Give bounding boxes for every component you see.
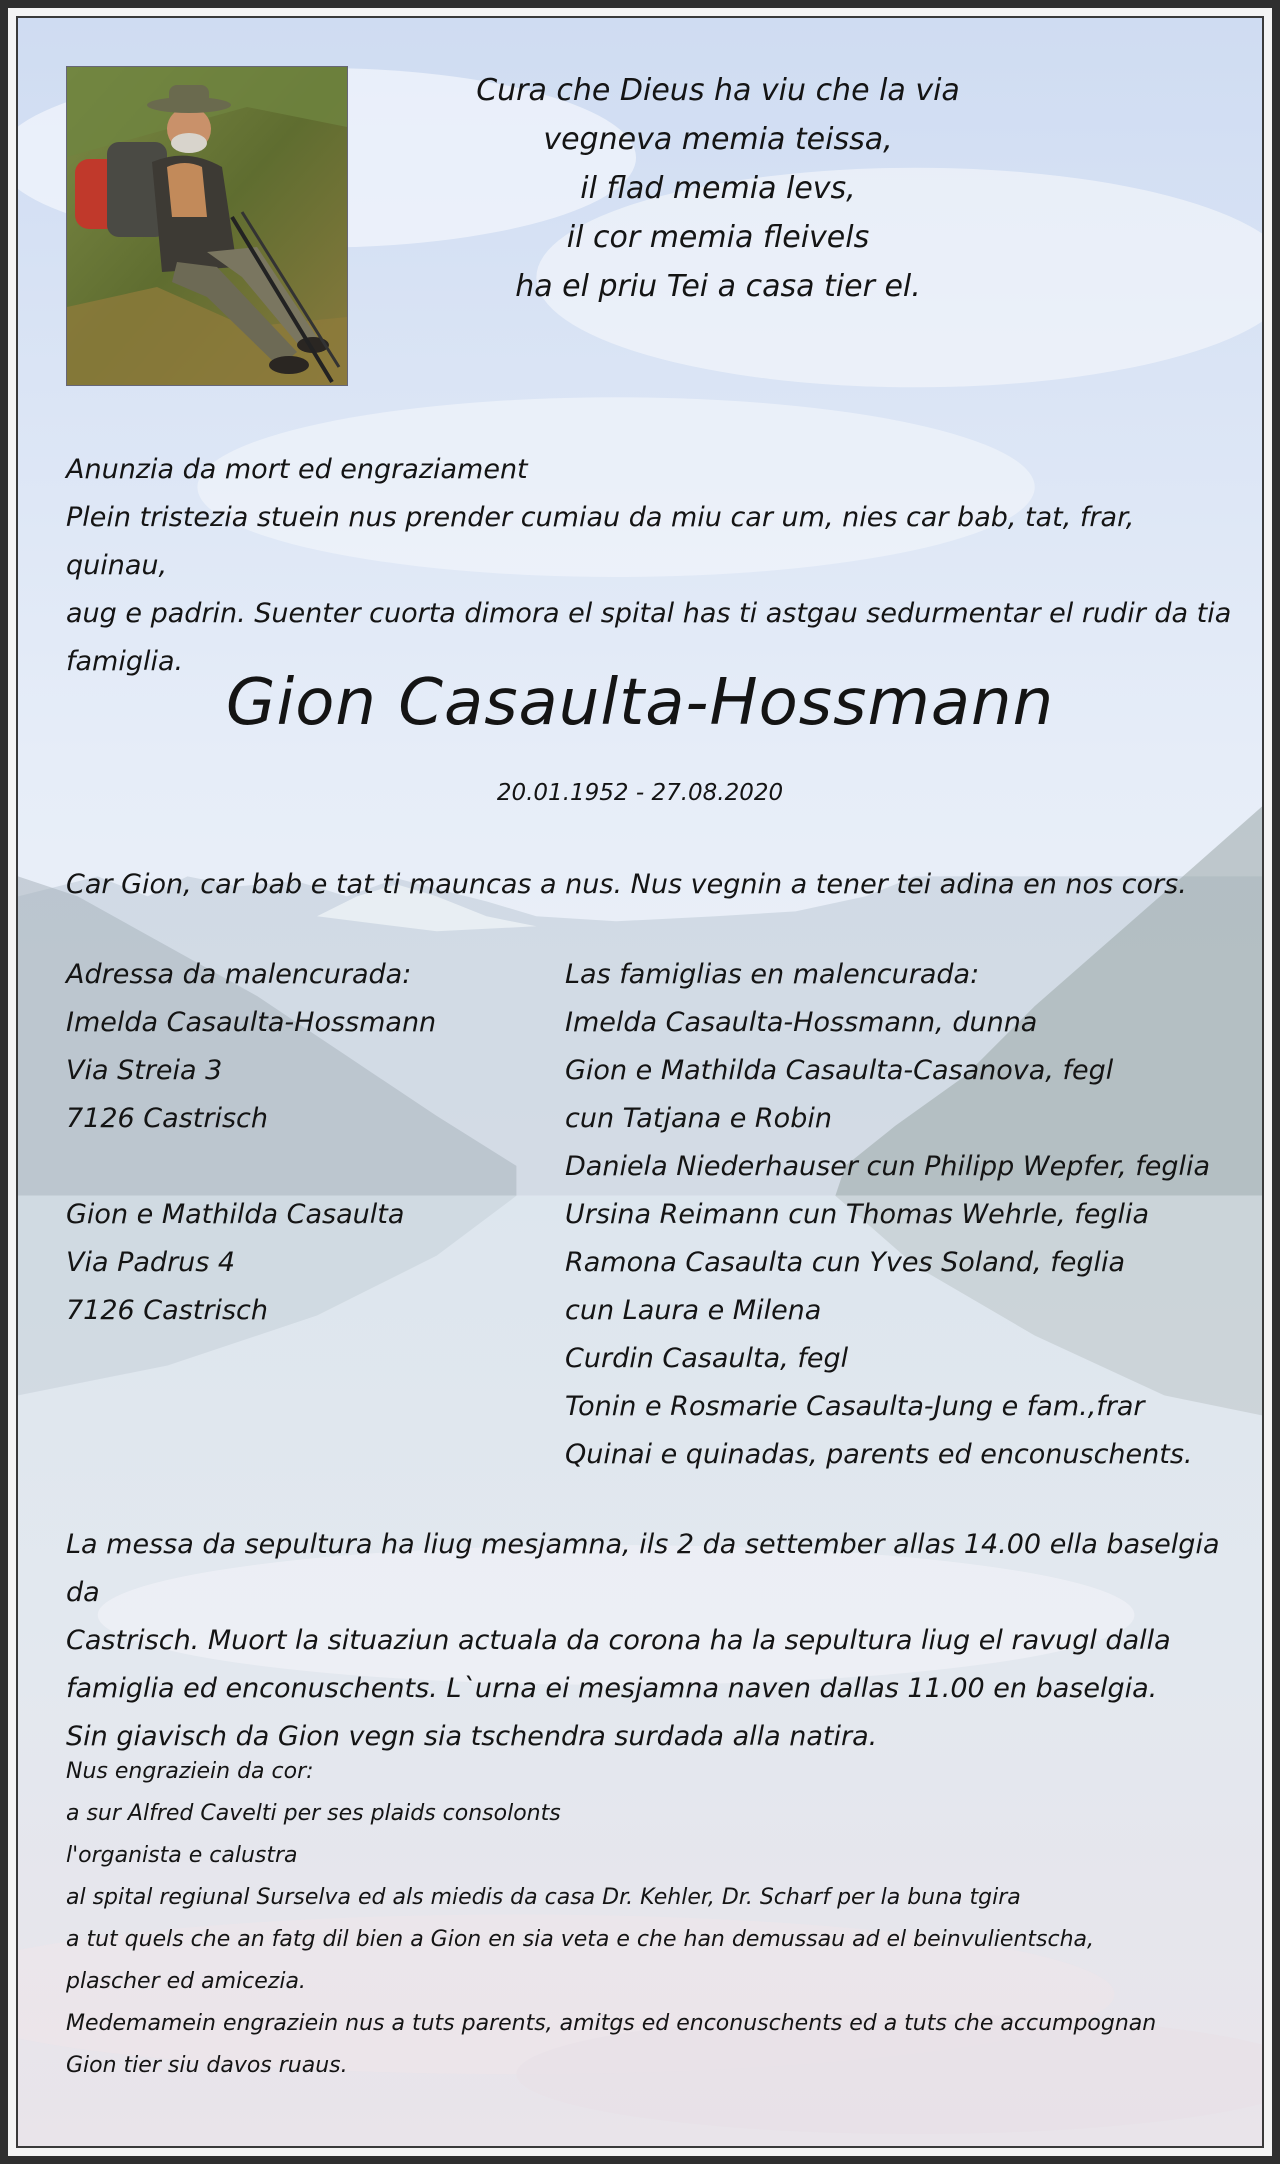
- verse-line: Cura che Dieus ha viu che la via: [476, 73, 960, 108]
- family-line: Gion e Mathilda Casaulta-Casanova, fegl: [565, 1055, 1114, 1086]
- acknowledgements: [66, 1751, 1236, 2087]
- service-line: Castrisch. Muort la situaziun actuala da corona ha la sepultura liug el ravugl dalla: [66, 1625, 1171, 1656]
- address-line: [66, 1143, 436, 1191]
- deceased-name: Gion Casaulta-Hossmann: [225, 666, 1055, 740]
- families-heading: Las famiglias en malencurada:: [565, 959, 980, 990]
- address-line: Gion e Mathilda Casaulta: [66, 1199, 405, 1230]
- announcement-block: [66, 446, 1236, 686]
- family-line: cun Laura e Milena: [565, 1295, 822, 1326]
- family-line: Curdin Casaulta, fegl: [565, 1343, 849, 1374]
- mourning-families: [565, 951, 1210, 1479]
- verse-line: vegneva memia teissa,: [543, 122, 893, 157]
- announcement-heading: Anunzia da mort ed engraziament: [66, 454, 528, 485]
- thanks-line: plascher ed amicezia.: [66, 1969, 306, 1994]
- thanks-line: Medemamein engraziein nus a tuts parents, amitgs ed enconuschents ed a tuts che accumpognan: [66, 2011, 1157, 2036]
- address-line: 7126 Castrisch: [66, 1103, 268, 1134]
- address-line: 7126 Castrisch: [66, 1295, 268, 1326]
- addresses-heading: Adressa da malencurada:: [66, 959, 412, 990]
- verse-line: ha el priu Tei a casa tier el.: [515, 269, 921, 304]
- funeral-service-info: [66, 1521, 1236, 1761]
- address-line: Imelda Casaulta-Hossmann: [66, 1007, 437, 1038]
- verse-line: il cor memia fleivels: [566, 220, 870, 255]
- family-line: cun Tatjana e Robin: [565, 1103, 832, 1134]
- verse-line: il flad memia levs,: [580, 171, 856, 206]
- hiker-portrait-image: [67, 67, 347, 385]
- obituary-card: [16, 16, 1264, 2148]
- thanks-heading: Nus engraziein da cor:: [66, 1759, 314, 1784]
- portrait-photo: [66, 66, 348, 386]
- announcement-line: famiglia.: [66, 646, 184, 677]
- family-line: Ursina Reimann cun Thomas Wehrle, feglia: [565, 1199, 1150, 1230]
- address-line: Via Streia 3: [66, 1055, 223, 1086]
- announcement-line: Plein tristezia stuein nus prender cumiau da miu car um, nies car bab, tat, frar, quinau,: [66, 502, 1135, 581]
- service-line: Sin giavisch da Gion vegn sia tschendra surdada alla natira.: [66, 1721, 878, 1752]
- family-line: Imelda Casaulta-Hossmann, dunna: [565, 1007, 1038, 1038]
- family-line: Quinai e quinadas, parents ed enconuschents.: [565, 1439, 1193, 1470]
- service-line: La messa da sepultura ha liug mesjamna, ils 2 da settember allas 14.00 ella baselgia da: [66, 1529, 1220, 1608]
- thanks-line: Gion tier siu davos ruaus.: [66, 2053, 348, 2078]
- family-line: Ramona Casaulta cun Yves Soland, feglia: [565, 1247, 1126, 1278]
- obituary-content: [18, 18, 1262, 2146]
- thanks-line: al spital regiunal Surselva ed als miedis da casa Dr. Kehler, Dr. Scharf per la buna tgira: [66, 1885, 1021, 1910]
- memorial-verse: [438, 66, 998, 311]
- thanks-line: l'organista e calustra: [66, 1843, 298, 1868]
- family-line: Daniela Niederhauser cun Philipp Wepfer, feglia: [565, 1151, 1211, 1182]
- service-line: famiglia ed enconuschents. L`urna ei mesjamna naven dallas 11.00 en baselgia.: [66, 1673, 1158, 1704]
- thanks-line: a tut quels che an fatg dil bien a Gion en sia veta e che han demussau ad el beinvulientscha,: [66, 1927, 1094, 1952]
- announcement-line: aug e padrin. Suenter cuorta dimora el spital has ti astgau sedurmentar el rudir da tia: [66, 598, 1232, 629]
- family-line: Tonin e Rosmarie Casaulta-Jung e fam.,frar: [565, 1391, 1145, 1422]
- address-line: Via Padrus 4: [66, 1247, 236, 1278]
- farewell-text: Car Gion, car bab e tat ti mauncas a nus. Nus vegnin a tener tei adina en nos cors.: [66, 869, 1187, 900]
- page-frame: [8, 8, 1272, 2156]
- mourning-addresses: [66, 951, 436, 1335]
- thanks-line: a sur Alfred Cavelti per ses plaids consolonts: [66, 1801, 561, 1826]
- life-dates: 20.01.1952 - 27.08.2020: [496, 780, 784, 806]
